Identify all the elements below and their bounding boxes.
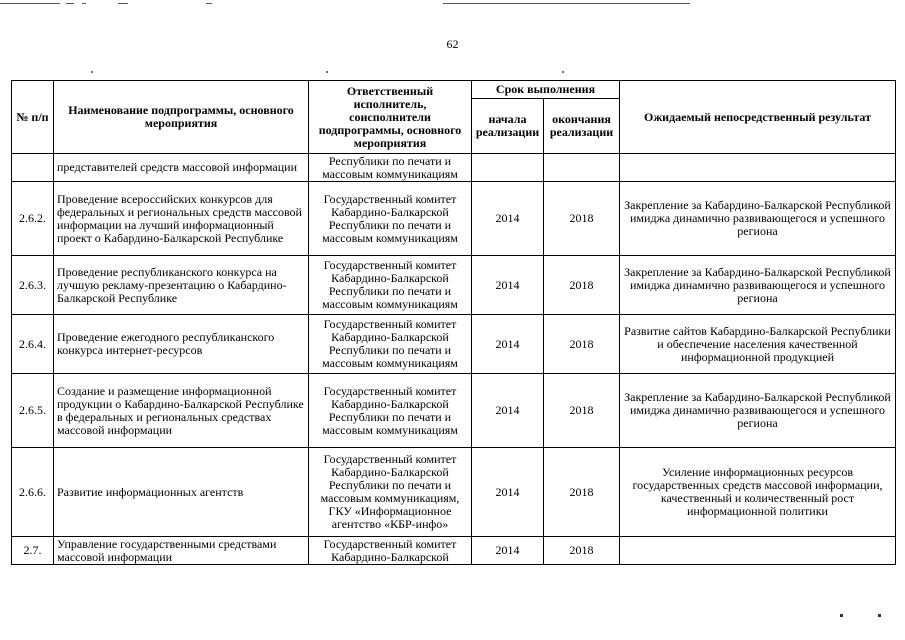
cell-name: представителей средств массовой информации (54, 154, 309, 182)
cell-result: Закрепление за Кабардино-Балкарской Республикой имиджа динамично развивающегося и успешного региона (620, 374, 896, 448)
cell-end: 2018 (544, 448, 620, 537)
scan-dot (840, 614, 843, 617)
cell-responsible: Государственный комитет Кабардино-Балкарской Республики по печати и массовым коммуникациям (309, 374, 472, 448)
header-end: окончания реализации (544, 99, 620, 154)
cell-end: 2018 (544, 537, 620, 565)
cell-end: 2018 (544, 315, 620, 374)
cell-result (620, 154, 896, 182)
cell-result (620, 537, 896, 565)
table-row (12, 182, 896, 256)
cell-responsible: Республики по печати и массовым коммуникациям (309, 154, 472, 182)
header-start: начала реализации (472, 99, 544, 154)
cell-start: 2014 (472, 448, 544, 537)
scan-mark (0, 3, 60, 4)
scan-mark (443, 3, 690, 4)
cell-start: 2014 (472, 537, 544, 565)
cell-end: 2018 (544, 182, 620, 256)
cell-num (12, 154, 54, 182)
scan-dot (562, 71, 564, 73)
header-result: Ожидаемый непосредственный результат (620, 81, 896, 154)
cell-start: 2014 (472, 182, 544, 256)
cell-end: 2018 (544, 374, 620, 448)
cell-responsible: Государственный комитет Кабардино-Балкарской (309, 537, 472, 565)
cell-name: Управление государственными средствами массовой информации (54, 537, 309, 565)
cell-end: 2018 (544, 256, 620, 315)
cell-name: Создание и размещение информационной продукции о Кабардино-Балкарской Республике в федеральных и региональных средствах массовой информации (54, 374, 309, 448)
scan-dot (326, 71, 328, 73)
table-row (12, 256, 896, 315)
table-row (12, 448, 896, 537)
cell-name: Проведение всероссийских конкурсов для федеральных и региональных средств массовой информации на лучший информационный проект о Кабардино-Балкарской Республике (54, 182, 309, 256)
cell-start: 2014 (472, 374, 544, 448)
table-row (12, 154, 896, 182)
cell-name: Развитие информационных агентств (54, 448, 309, 537)
cell-result: Усиление информационных ресурсов государственных средств массовой информации, качественный и количественный рост информационной политики (620, 448, 896, 537)
header-responsible: Ответственный исполнитель, соисполнители подпрограммы, основного мероприятия (309, 81, 472, 154)
table-row (12, 315, 896, 374)
scan-mark (82, 3, 86, 4)
scan-dot (91, 71, 93, 73)
cell-name: Проведение ежегодного республиканского конкурса интернет-ресурсов (54, 315, 309, 374)
table-row (12, 374, 896, 448)
cell-start (472, 154, 544, 182)
table-row (12, 537, 896, 565)
header-name: Наименование подпрограммы, основного мероприятия (54, 81, 309, 154)
cell-start: 2014 (472, 315, 544, 374)
header-period: Срок выполнения (472, 81, 620, 99)
activities-table (11, 80, 896, 565)
cell-start: 2014 (472, 256, 544, 315)
scan-mark (118, 3, 128, 4)
cell-responsible: Государственный комитет Кабардино-Балкарской Республики по печати и массовым коммуникациям, ГКУ «Информационное агентство «КБР-инфо» (309, 448, 472, 537)
cell-end (544, 154, 620, 182)
cell-result: Закрепление за Кабардино-Балкарской Республикой имиджа динамично развивающегося и успешного региона (620, 256, 896, 315)
scan-top-marks (0, 0, 905, 8)
scan-dot (878, 614, 881, 617)
cell-responsible: Государственный комитет Кабардино-Балкарской Республики по печати и массовым коммуникациям (309, 315, 472, 374)
scan-mark (66, 3, 74, 4)
cell-name: Проведение республиканского конкурса на лучшую рекламу-презентацию о Кабардино-Балкарской Республике (54, 256, 309, 315)
page-number: 62 (446, 37, 459, 51)
cell-num: 2.7. (12, 537, 54, 565)
cell-responsible: Государственный комитет Кабардино-Балкарской Республики по печати и массовым коммуникациям (309, 182, 472, 256)
cell-num: 2.6.5. (12, 374, 54, 448)
cell-num: 2.6.2. (12, 182, 54, 256)
cell-num: 2.6.6. (12, 448, 54, 537)
cell-responsible: Государственный комитет Кабардино-Балкарской Республики по печати и массовым коммуникациям (309, 256, 472, 315)
scan-mark (206, 3, 212, 4)
cell-result: Развитие сайтов Кабардино-Балкарской Республики и обеспечение населения качественной информационной продукцией (620, 315, 896, 374)
cell-result: Закрепление за Кабардино-Балкарской Республикой имиджа динамично развивающегося и успешного региона (620, 182, 896, 256)
header-num: № п/п (12, 81, 54, 154)
cell-num: 2.6.4. (12, 315, 54, 374)
cell-num: 2.6.3. (12, 256, 54, 315)
